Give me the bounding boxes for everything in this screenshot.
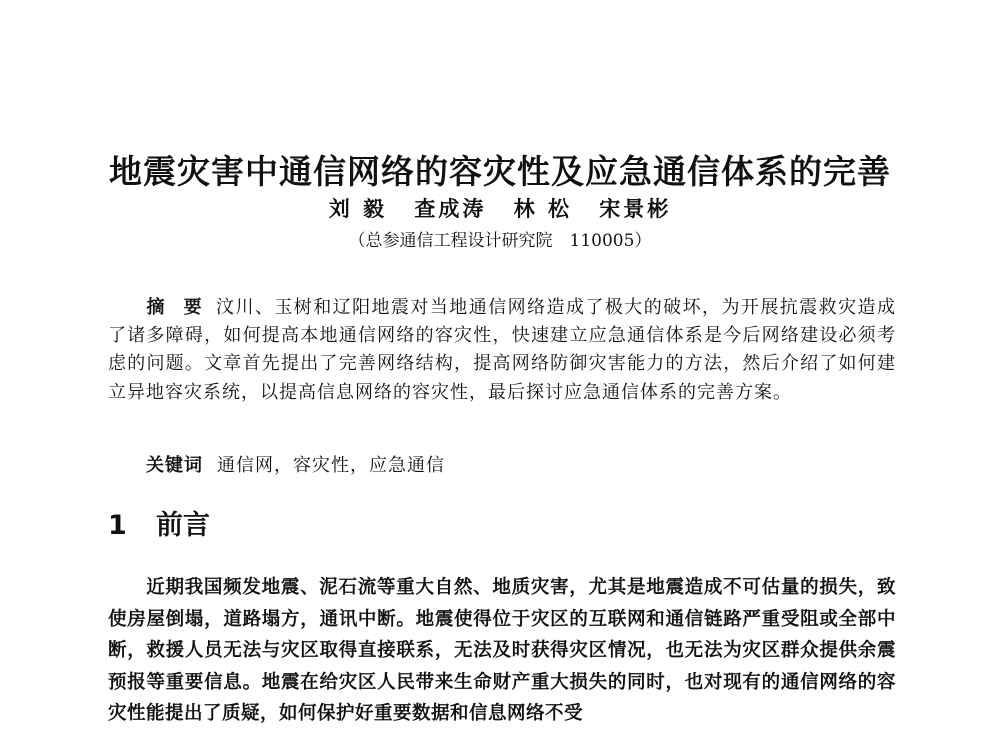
abstract xyxy=(108,294,896,407)
keywords xyxy=(146,452,896,480)
abstract-text: 汶川、玉树和辽阳地震对当地通信网络造成了极大的破坏，为开展抗震救灾造成了诸多障碍，如何提高本地通信网络的容灾性，快速建立应急通信体系是今后网络建设必须考虑的问题。文章首先提出了完善网络结构，提高网络防御灾害能力的方法，然后介绍了如何建立异地容灾系统，以提高信息网络的容灾性，最后探讨应急通信体系的完善方案。 xyxy=(108,297,896,403)
keywords-text: 通信网，容灾性，应急通信 xyxy=(217,455,445,476)
author-name: 刘 毅 xyxy=(328,197,388,221)
section-body xyxy=(108,572,896,730)
author-affiliation: （总参通信工程设计研究院 110005） xyxy=(348,231,652,251)
section-heading xyxy=(108,508,210,544)
section-paragraph: 近期我国频发地震、泥石流等重大自然、地质灾害，尤其是地震造成不可估量的损失，致使房屋倒塌，道路塌方，通讯中断。地震使得位于灾区的互联网和通信链路严重受阻或全部中断，救援人员无法与灾区取得直接联系，无法及时获得灾区情况，也无法为灾区群众提供余震预报等重要信息。地震在给灾区人民带来生命财产重大损失的同时，也对现有的通信网络的容灾性能提出了质疑，如何保护好重要数据和信息网络不受 xyxy=(108,577,896,724)
keywords-label: 关键词 xyxy=(146,455,203,476)
section-number: 1 xyxy=(108,510,127,541)
author-name: 林 松 xyxy=(513,197,572,221)
paper-title: 地震灾害中通信网络的容灾性及应急通信体系的完善 xyxy=(109,152,891,191)
author-name: 查成涛 xyxy=(414,197,487,221)
abstract-label: 摘 要 xyxy=(146,297,209,318)
section-title: 前言 xyxy=(156,510,210,541)
author-list xyxy=(0,194,1000,224)
author-name: 宋景彬 xyxy=(599,197,672,221)
